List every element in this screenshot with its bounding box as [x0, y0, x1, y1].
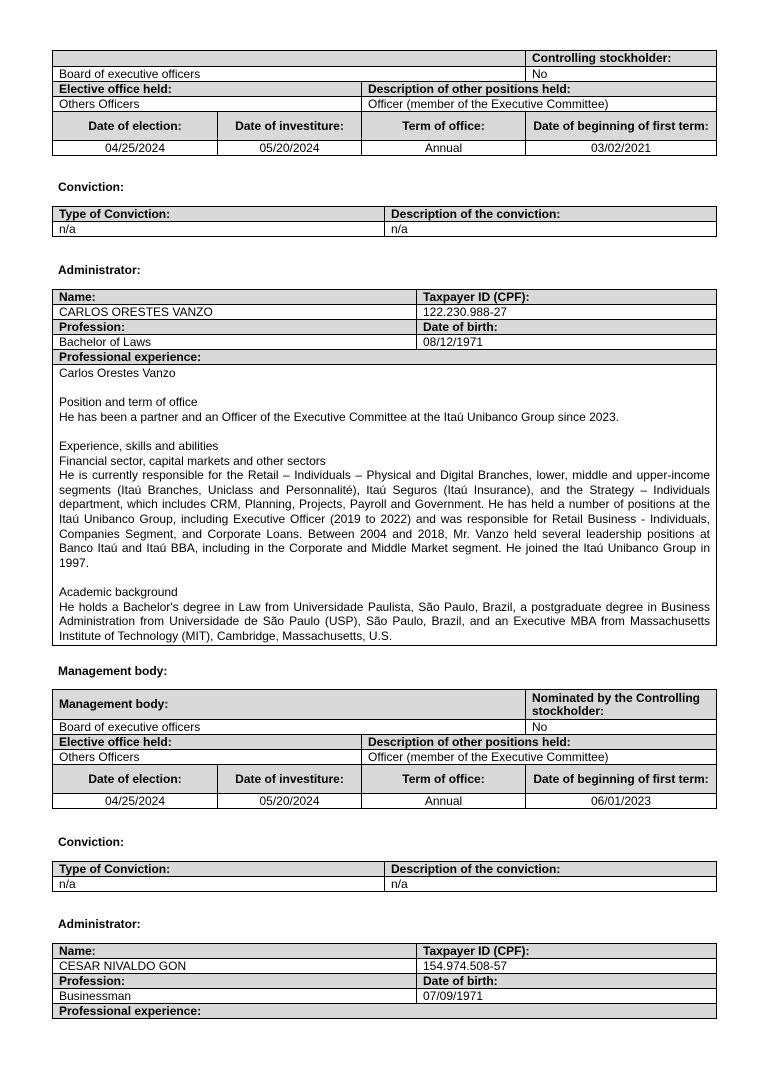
cpf-value: 154.974.508-57 — [417, 959, 717, 974]
management-body-label — [53, 51, 526, 67]
controlling-stockholder-value: No — [526, 67, 717, 82]
profession-value: Businessman — [53, 989, 417, 1004]
conviction-description-label: Description of the conviction: — [385, 207, 717, 222]
professional-experience-body — [53, 365, 717, 646]
name-value: CESAR NIVALDO GON — [53, 959, 417, 974]
administrator-table — [52, 289, 717, 646]
management-body-heading: Management body: — [58, 664, 168, 678]
professional-experience-label: Professional experience: — [53, 1004, 717, 1019]
controlling-stockholder-label: Nominated by the Controlling stockholder: — [526, 690, 717, 720]
investiture-date-value: 05/20/2024 — [218, 794, 362, 809]
conviction-type-label: Type of Conviction: — [53, 207, 385, 222]
term-of-office-value: Annual — [362, 794, 526, 809]
position-heading: Position and term of office — [59, 395, 198, 410]
management-body-table — [52, 50, 717, 156]
election-date-label: Date of election: — [53, 112, 218, 141]
controlling-stockholder-value: No — [526, 720, 717, 735]
conviction-type-value: n/a — [53, 222, 385, 237]
professional-experience-label: Professional experience: — [53, 350, 717, 365]
other-positions-label: Description of other positions held: — [362, 735, 717, 750]
elective-office-label: Elective office held: — [53, 82, 362, 97]
academic-heading: Academic background — [59, 584, 178, 599]
profession-label: Profession: — [53, 974, 417, 989]
conviction-description-value: n/a — [385, 877, 717, 892]
administrator-table — [52, 943, 717, 1019]
experience-name: Carlos Orestes Vanzo — [59, 366, 176, 380]
conviction-type-value: n/a — [53, 877, 385, 892]
profession-value: Bachelor of Laws — [53, 335, 417, 350]
election-date-value: 04/25/2024 — [53, 141, 218, 156]
conviction-description-label: Description of the conviction: — [385, 862, 717, 877]
administrator-heading: Administrator: — [58, 263, 141, 277]
first-term-date-label: Date of beginning of first term: — [526, 765, 717, 794]
management-body-table — [52, 689, 717, 809]
elective-office-value: Others Officers — [53, 97, 362, 112]
profession-label: Profession: — [53, 320, 417, 335]
investiture-date-value: 05/20/2024 — [218, 141, 362, 156]
conviction-heading: Conviction: — [58, 835, 124, 849]
birth-date-label: Date of birth: — [417, 974, 717, 989]
other-positions-value: Officer (member of the Executive Committee) — [362, 97, 717, 112]
sectors-text: Financial sector, capital markets and other sectors — [59, 453, 326, 468]
conviction-heading: Conviction: — [58, 180, 124, 194]
conviction-description-value: n/a — [385, 222, 717, 237]
elective-office-label: Elective office held: — [53, 735, 362, 750]
cpf-label: Taxpayer ID (CPF): — [417, 944, 717, 959]
name-label: Name: — [53, 290, 417, 305]
management-body-value: Board of executive officers — [53, 67, 526, 82]
birth-date-value: 08/12/1971 — [417, 335, 717, 350]
term-of-office-label: Term of office: — [362, 112, 526, 141]
first-term-date-value: 03/02/2021 — [526, 141, 717, 156]
first-term-date-value: 06/01/2023 — [526, 794, 717, 809]
position-text: He has been a partner and an Officer of the Executive Committee at the Itaú Unibanco Group since 2023. — [59, 409, 620, 424]
term-of-office-label: Term of office: — [362, 765, 526, 794]
administrator-heading: Administrator: — [58, 917, 141, 931]
management-body-value: Board of executive officers — [53, 720, 526, 735]
management-body-label: Management body: — [53, 690, 526, 720]
conviction-type-label: Type of Conviction: — [53, 862, 385, 877]
cpf-label: Taxpayer ID (CPF): — [417, 290, 717, 305]
first-term-date-label: Date of beginning of first term: — [526, 112, 717, 141]
other-positions-value: Officer (member of the Executive Committee) — [362, 750, 717, 765]
election-date-value: 04/25/2024 — [53, 794, 218, 809]
investiture-date-label: Date of investiture: — [218, 765, 362, 794]
conviction-table — [52, 206, 717, 237]
skills-heading: Experience, skills and abilities — [59, 438, 219, 453]
controlling-stockholder-label: Controlling stockholder: — [526, 51, 717, 67]
birth-date-value: 07/09/1971 — [417, 989, 717, 1004]
investiture-date-label: Date of investiture: — [218, 112, 362, 141]
other-positions-label: Description of other positions held: — [362, 82, 717, 97]
name-value: CARLOS ORESTES VANZO — [53, 305, 417, 320]
skills-text: He is currently responsible for the Retail – Individuals – Physical and Digital Branches, lower, middle and upper-income segments (Itaú Branches, Uniclass and Personnalité), Itaú Seguros (Itaú Insurance), and the Strategy – Individuals department, which includes CRM, Planning, Projects, Payroll and Government. He has held a number of positions at the Itaú Unibanco Group, including Executive Officer (2019 to 2022) and was responsible for Retail Business - Individuals, Companies Segment, and Corporate Loans. Between 2004 and 2018, Mr. Vanzo held several leadership positions at Banco Itaú and Itaú BBA, including in the Corporate and Middle Market segment. He joined the Itaú Unibanco Group in 1997. — [59, 468, 710, 570]
elective-office-value: Others Officers — [53, 750, 362, 765]
term-of-office-value: Annual — [362, 141, 526, 156]
conviction-table — [52, 861, 717, 892]
name-label: Name: — [53, 944, 417, 959]
academic-text: He holds a Bachelor's degree in Law from Universidade Paulista, São Paulo, Brazil, a postgraduate degree in Business Administration from Universidade de São Paulo (USP), São Paulo, Brazil, and an Executive MBA from Massachusetts Institute of Technology (MIT), Cambridge, Massachusetts, U.S. — [59, 599, 710, 643]
election-date-label: Date of election: — [53, 765, 218, 794]
birth-date-label: Date of birth: — [417, 320, 717, 335]
cpf-value: 122.230.988-27 — [417, 305, 717, 320]
